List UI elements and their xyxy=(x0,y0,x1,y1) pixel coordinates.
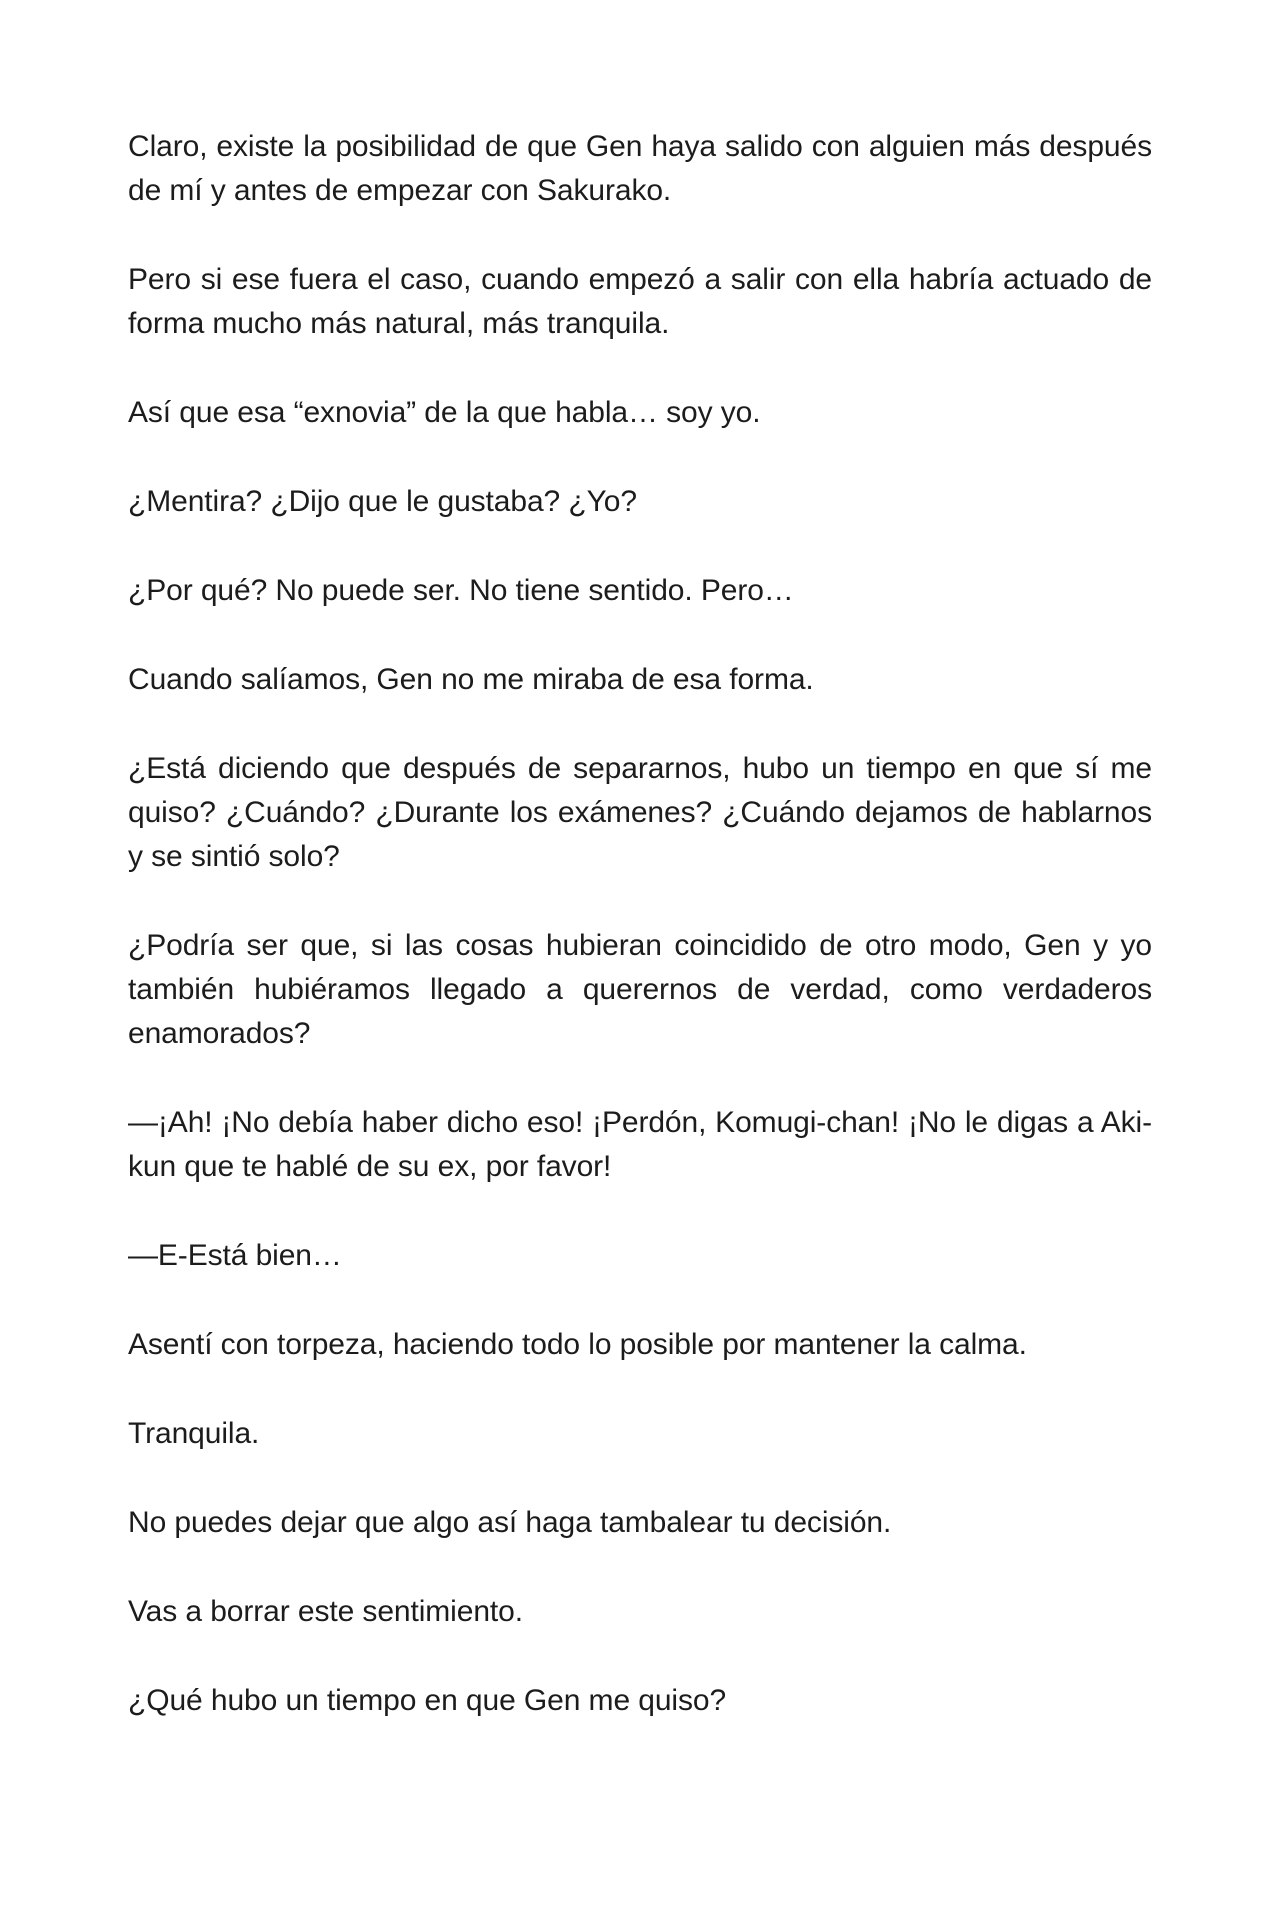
paragraph: Tranquila. xyxy=(128,1417,260,1450)
paragraph: Cuando salíamos, Gen no me miraba de esa forma. xyxy=(128,663,814,696)
document-page xyxy=(128,125,1152,1768)
paragraph: Vas a borrar este sentimiento. xyxy=(128,1595,523,1628)
paragraph: No puedes dejar que algo así haga tambalear tu decisión. xyxy=(128,1506,892,1539)
paragraph: Claro, existe la posibilidad de que Gen haya salido con alguien más después de mí y antes de empezar con Sakurako. xyxy=(128,130,1152,207)
paragraph: Pero si ese fuera el caso, cuando empezó a salir con ella habría actuado de forma mucho más natural, más tranquila. xyxy=(128,263,1152,340)
paragraph: ¿Por qué? No puede ser. No tiene sentido. Pero… xyxy=(128,574,794,607)
paragraph: Asentí con torpeza, haciendo todo lo posible por mantener la calma. xyxy=(128,1328,1027,1361)
paragraph: Así que esa “exnovia” de la que habla… soy yo. xyxy=(128,396,761,429)
dialogue-paragraph: —E-Está bien… xyxy=(128,1239,342,1272)
paragraph: ¿Está diciendo que después de separarnos, hubo un tiempo en que sí me quiso? ¿Cuándo? ¿Durante los exámenes? ¿Cuándo dejamos de hablarnos y se sintió solo? xyxy=(128,752,1152,873)
paragraph: ¿Mentira? ¿Dijo que le gustaba? ¿Yo? xyxy=(128,485,637,518)
paragraph: ¿Podría ser que, si las cosas hubieran coincidido de otro modo, Gen y yo también hubiéramos llegado a querernos de verdad, como verdaderos enamorados? xyxy=(128,929,1152,1050)
dialogue-paragraph: —¡Ah! ¡No debía haber dicho eso! ¡Perdón, Komugi-chan! ¡No le digas a Aki-kun que te hablé de su ex, por favor! xyxy=(128,1106,1152,1183)
paragraph: ¿Qué hubo un tiempo en que Gen me quiso? xyxy=(128,1684,727,1717)
